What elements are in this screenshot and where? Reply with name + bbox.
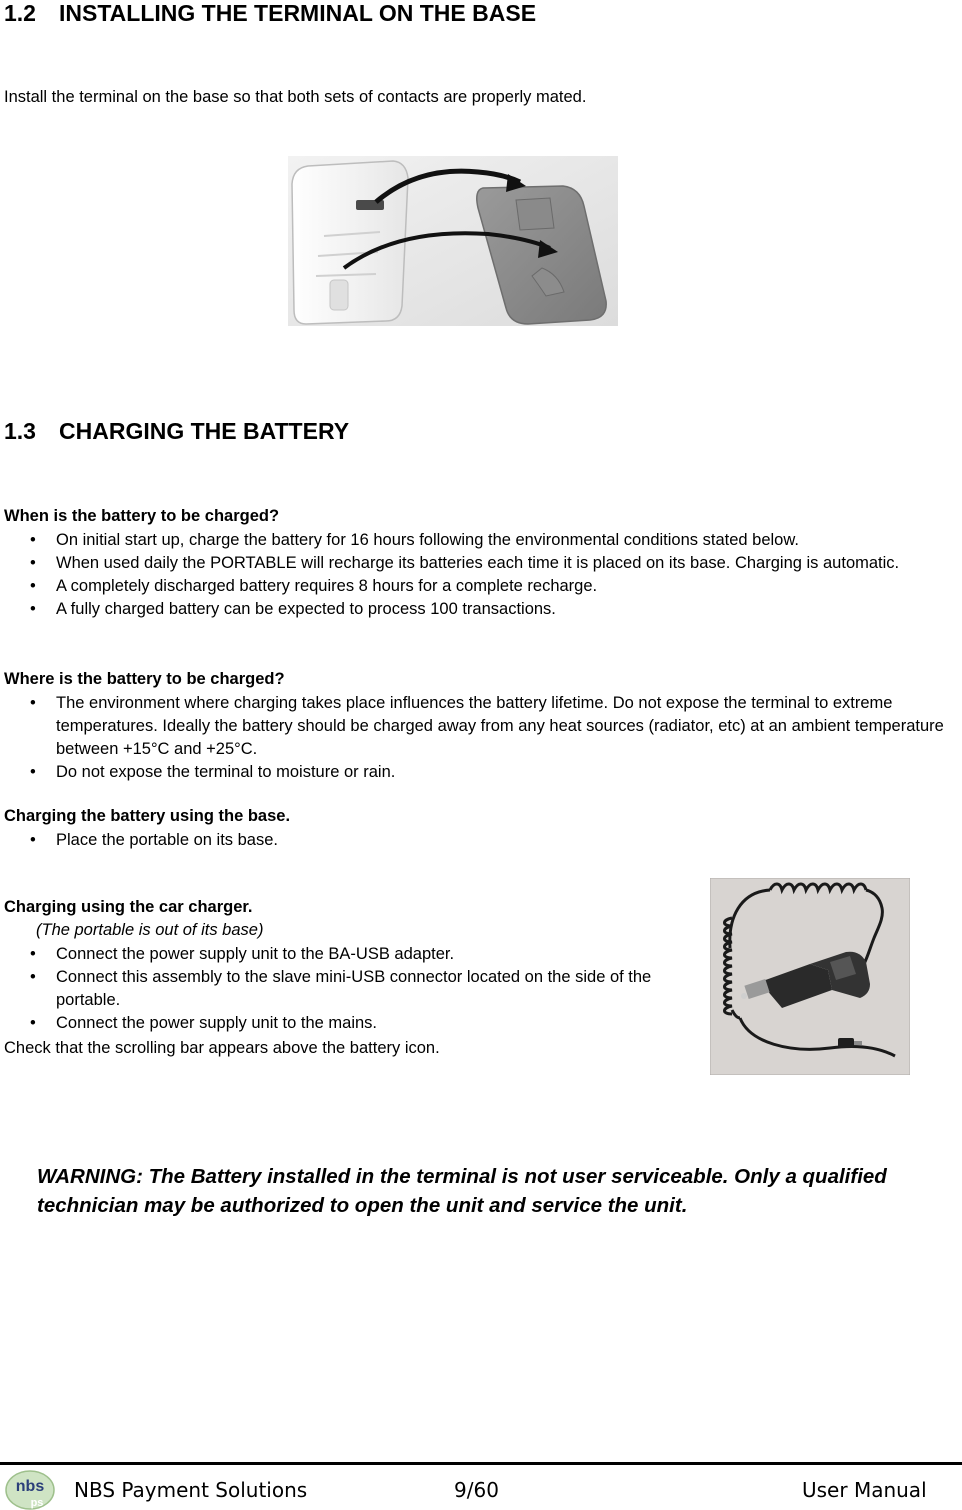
list-item: • A fully charged battery can be expected to process 100 transactions. [30,600,556,618]
question-car-charger: Charging using the car charger. [4,898,253,916]
section-heading-1-3 [4,418,349,445]
terminal-base-figure [288,156,618,326]
nbs-logo [4,1470,56,1510]
section-title: INSTALLING THE TERMINAL ON THE BASE [59,0,537,26]
footer-doc-title: User Manual [802,1478,927,1502]
svg-text:ps: ps [30,1497,44,1509]
list-item: • Do not expose the terminal to moisture or rain. [30,763,396,781]
list-item: • On initial start up, charge the battery for 16 hours following the environmental conditions stated below. [30,531,799,549]
list-item: • Connect this assembly to the slave mini-USB connector located on the side of the portable. [30,968,652,1009]
car-charger-list [4,943,668,1035]
car-charger-note: (The portable is out of its base) [36,921,264,939]
footer-page-number: 9/60 [454,1478,499,1502]
when-list [4,529,954,621]
list-item: • Connect the power supply unit to the BA-USB adapter. [30,945,455,963]
install-intro: Install the terminal on the base so that both sets of contacts are properly mated. [4,88,587,106]
question-base-charging: Charging the battery using the base. [4,807,291,825]
svg-text:nbs: nbs [15,1478,45,1495]
list-item: • When used daily the PORTABLE will recharge its batteries each time it is placed on its base. Charging is automatic. [30,554,900,572]
warning-text: WARNING: The Battery installed in the terminal is not user serviceable. Only a qualified technician may be authorized to open the unit and service the unit. [37,1165,887,1217]
where-list [4,692,956,784]
check-line: Check that the scrolling bar appears above the battery icon. [4,1039,440,1057]
list-item: • Connect the power supply unit to the mains. [30,1014,378,1032]
section-heading-1-2 [4,0,536,27]
footer-company: NBS Payment Solutions [74,1478,308,1502]
list-item: • A completely discharged battery requires 8 hours for a complete recharge. [30,577,598,595]
question-when: When is the battery to be charged? [4,507,280,525]
section-title: CHARGING THE BATTERY [59,418,350,444]
question-where: Where is the battery to be charged? [4,670,285,688]
section-number: 1.2 [4,0,36,26]
list-item: • The environment where charging takes place influences the battery lifetime. Do not expose the terminal to extreme temperatures. Ideally the battery should be charged away from any heat sources (radiator, etc) at an ambient temperature between +15°C and +25°C. [30,694,944,758]
base-charging-list [4,829,904,852]
car-charger-photo [710,878,910,1075]
list-item: • Place the portable on its base. [30,831,278,849]
section-number: 1.3 [4,418,36,444]
footer-divider [0,1462,962,1465]
